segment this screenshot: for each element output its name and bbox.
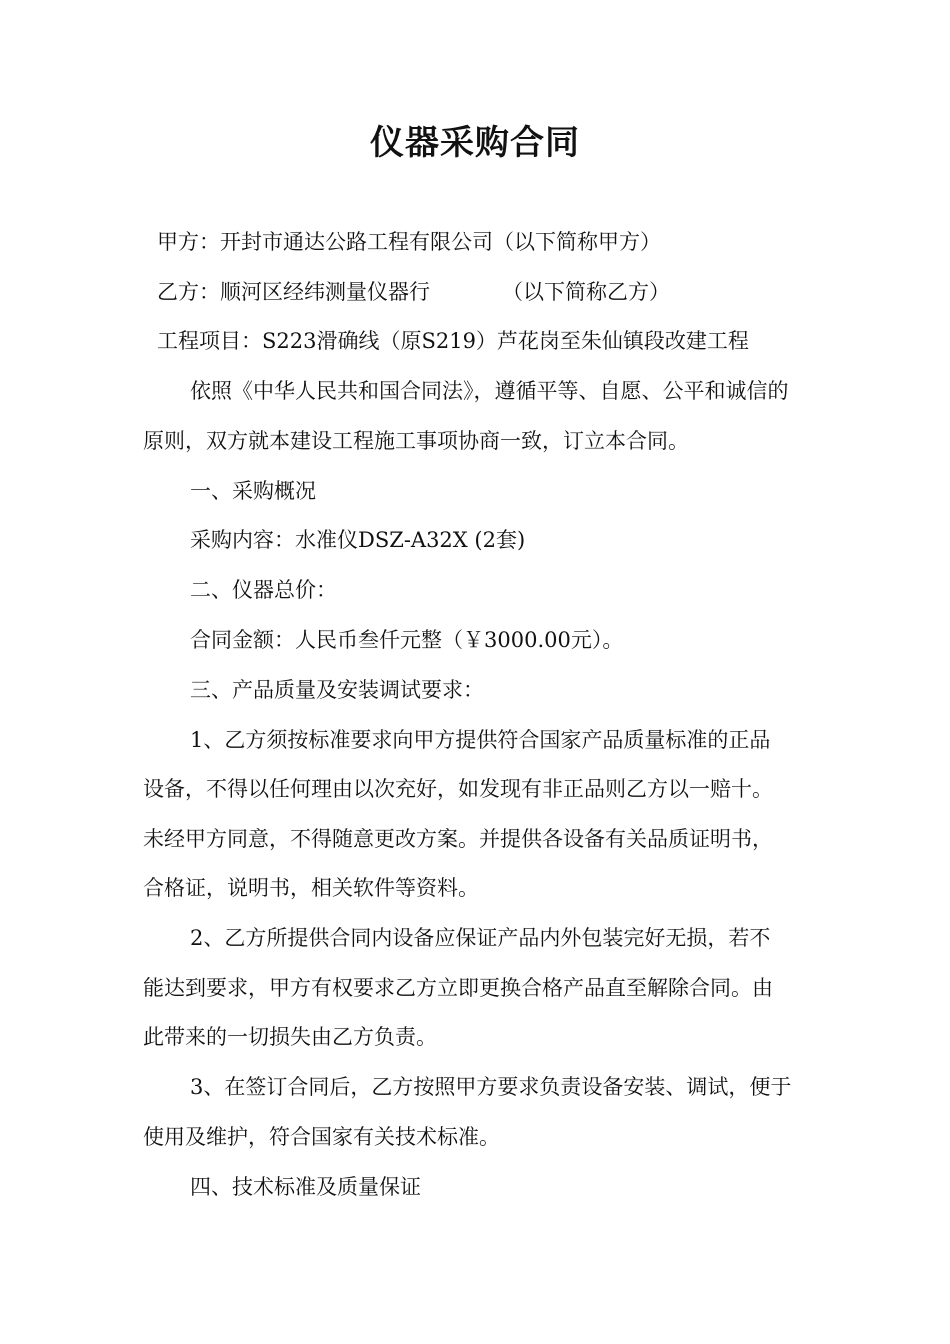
intro-paragraph-line-2: 原则，双方就本建设工程施工事项协商一致，订立本合同。 — [143, 429, 689, 453]
party-b-name: 乙方：顺河区经纬测量仪器行 — [157, 280, 430, 304]
document-title: 仪器采购合同 — [370, 123, 580, 163]
contract-amount: 合同金额：人民币叁仟元整（￥3000.00元）。 — [190, 628, 624, 652]
project-line: 工程项目：S223滑确线（原S219）芦花岗至朱仙镇段改建工程 — [157, 329, 749, 353]
clause-1-line-3: 未经甲方同意，不得随意更改方案。并提供各设备有关品质证明书， — [143, 827, 773, 851]
clause-1-line-1: 1、乙方须按标准要求向甲方提供符合国家产品质量标准的正品 — [190, 728, 771, 752]
party-a-line: 甲方：开封市通达公路工程有限公司（以下简称甲方） — [157, 230, 661, 254]
section-4-heading: 四、技术标准及质量保证 — [190, 1175, 421, 1199]
purchase-content: 采购内容：水准仪DSZ-A32X (2套) — [190, 528, 526, 552]
section-3-heading: 三、产品质量及安装调试要求： — [190, 678, 484, 702]
clause-2-line-2: 能达到要求，甲方有权要求乙方立即更换合格产品直至解除合同。由 — [143, 976, 773, 1000]
section-1-heading: 一、采购概况 — [190, 479, 316, 503]
clause-1-line-4: 合格证，说明书，相关软件等资料。 — [143, 876, 479, 900]
party-b-suffix: （以下简称乙方） — [502, 280, 670, 304]
clause-3-line-1: 3、在签订合同后，乙方按照甲方要求负责设备安装、调试，便于 — [190, 1075, 792, 1099]
clause-3-line-2: 使用及维护，符合国家有关技术标准。 — [143, 1125, 500, 1149]
intro-paragraph-line-1: 依照《中华人民共和国合同法》，遵循平等、自愿、公平和诚信的 — [190, 379, 789, 403]
party-b-line — [157, 277, 837, 307]
clause-1-line-2: 设备，不得以任何理由以次充好，如发现有非正品则乙方以一赔十。 — [143, 777, 773, 801]
section-2-heading: 二、仪器总价： — [190, 578, 337, 602]
clause-2-line-3: 此带来的一切损失由乙方负责。 — [143, 1025, 437, 1049]
clause-2-line-1: 2、乙方所提供合同内设备应保证产品内外包装完好无损，若不 — [190, 926, 771, 950]
